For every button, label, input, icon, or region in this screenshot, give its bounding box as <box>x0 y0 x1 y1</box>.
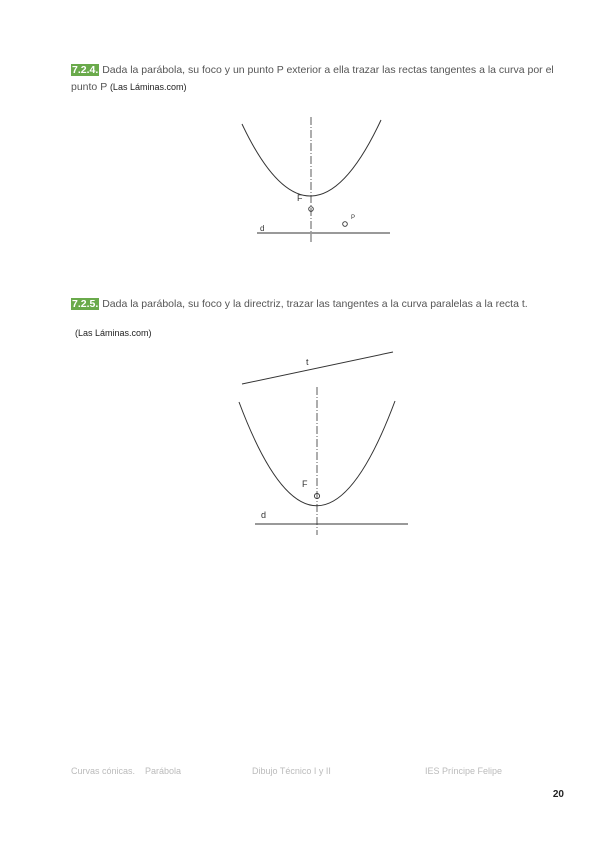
point-label: P <box>351 215 356 221</box>
footer-right: IES Príncipe Felipe <box>425 766 503 776</box>
parabola-figure-2 <box>235 345 415 540</box>
exercise-7-2-4 <box>71 62 571 96</box>
focus-label: F <box>297 193 303 203</box>
focus-label: F <box>302 479 308 489</box>
exercise-statement: Dada la parábola, su foco y un punto P exterior a ella trazar las rectas tangentes a la curva por el punto P <box>71 64 554 93</box>
exercise-source: (Las Láminas.com) <box>109 82 187 92</box>
footer-center: Dibujo Técnico I y II <box>252 766 331 776</box>
exercise-7-2-5 <box>71 296 571 313</box>
page-number: 20 <box>552 789 564 800</box>
parabola-curve <box>242 120 381 196</box>
footer-left: Curvas cónicas. Parábola <box>71 766 182 776</box>
exercise-source: (Las Láminas.com) <box>75 328 152 338</box>
directrix-label: d <box>260 224 265 233</box>
external-point-p <box>343 222 348 227</box>
parabola-figure-1 <box>240 112 400 247</box>
line-t <box>242 352 393 384</box>
exercise-statement: Dada la parábola, su foco y la directriz, trazar las tangentes a la curva paralelas a la recta t. <box>102 298 528 310</box>
exercise-number: 7.2.4. <box>72 64 99 76</box>
exercise-number: 7.2.5. <box>72 298 99 310</box>
line-t-label: t <box>306 357 309 367</box>
exercise-source-line <box>75 325 575 342</box>
directrix-label: d <box>261 510 267 520</box>
